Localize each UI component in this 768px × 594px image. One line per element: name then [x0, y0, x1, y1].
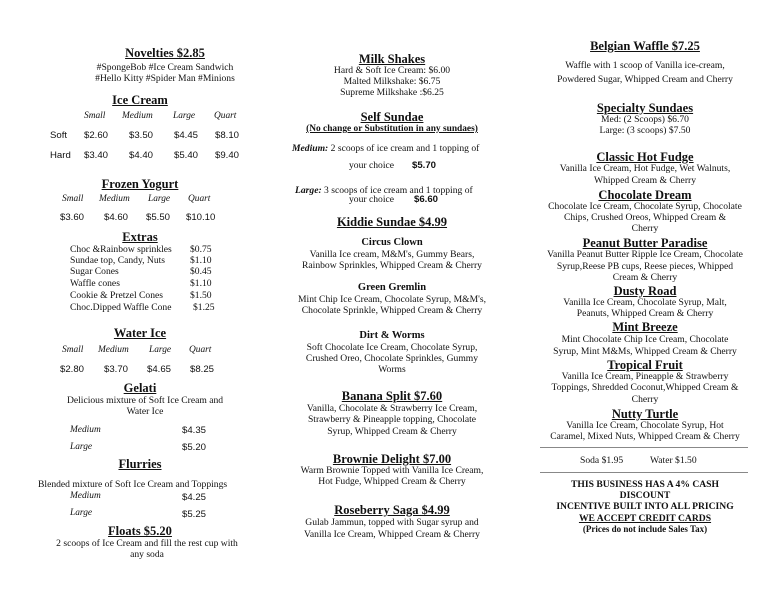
size-label: Large: [148, 194, 171, 204]
brownie-desc: Warm Brownie Topped with Vanilla Ice Cream,: [300, 465, 484, 476]
kiddie-item-desc: Crushed Oreo, Chocolate Sprinkles, Gummy: [305, 353, 479, 364]
gelati-desc: Delicious mixture of Soft Ice Cream and: [66, 395, 224, 406]
specialty-item-desc: Vanilla Ice Cream, Hot Fudge, Wet Walnuts,: [559, 163, 731, 174]
specialty-item-name: Peanut Butter Paradise: [582, 236, 708, 250]
specialty-item-desc: Chips, Crushed Oreos, Whipped Cream &: [563, 212, 727, 223]
price: $4.35: [182, 425, 207, 436]
flurries-title: Flurries: [118, 457, 162, 471]
row-label: Soft: [50, 130, 68, 141]
price: $5.20: [182, 442, 207, 453]
medium-text: 2 scoops of ice cream and 1 topping of: [330, 143, 480, 154]
size-label: Large: [173, 111, 196, 121]
medium-text-2: your choice: [349, 160, 395, 171]
size-label: Small: [62, 345, 84, 355]
gelati-title: Gelati: [123, 381, 157, 395]
size-label: Medium: [70, 491, 101, 501]
roseberry-title: Roseberry Saga $4.99: [334, 503, 450, 517]
size-label: Medium: [98, 345, 129, 355]
price: $4.45: [174, 130, 199, 141]
specialty-item-desc: Whipped Cream & Cherry: [593, 175, 697, 186]
specialty-item-name: Nutty Turtle: [611, 407, 679, 421]
kiddie-item-desc: Vanilla Ice cream, M&M's, Gummy Bears,: [309, 249, 475, 260]
kiddie-item-desc: Chocolate Sprinkle, Whipped Cream & Cherry: [301, 305, 483, 316]
kiddie-item-name: Dirt & Worms: [359, 330, 425, 341]
kiddie-item-desc: Rainbow Sprinkles, Whipped Cream & Cherry: [302, 260, 482, 271]
size-label: Large: [149, 345, 172, 355]
specialty-item-desc: Syrup,Reese PB cups, Reese pieces, Whipped: [556, 261, 734, 272]
medium-price: $5.70: [412, 160, 437, 171]
large-price: $6.60: [414, 194, 439, 205]
roseberry-desc: Gulab Jammun, topped with Sugar syrup and: [305, 517, 479, 528]
price: $4.40: [129, 150, 154, 161]
kiddie-item-name: Circus Clown: [361, 237, 423, 248]
specialty-med: Med: (2 Scoops) $6.70: [601, 114, 689, 125]
specialty-large: Large: (3 scoops) $7.50: [599, 125, 691, 136]
novelties-title: Novelties $2.85: [125, 46, 205, 60]
floats-desc: 2 scoops of Ice Cream and fill the rest cup with: [56, 538, 238, 549]
extra-price: $1.10: [190, 278, 212, 289]
specialty-title: Specialty Sundaes: [596, 101, 694, 115]
extra-name: Cookie & Pretzel Cones: [70, 290, 163, 301]
extra-name: Choc &Rainbow sprinkles: [70, 244, 172, 255]
specialty-item-desc: Cherry: [631, 394, 659, 405]
self-sundae-title: Self Sundae: [360, 110, 424, 124]
self-sundae-medium: [292, 143, 479, 154]
price: $4.25: [182, 492, 207, 503]
belgian-title: Belgian Waffle $7.25: [590, 39, 700, 53]
size-label: Quart: [188, 194, 211, 204]
kiddie-item-name: Green Gremlin: [357, 282, 427, 293]
ice-cream-title: Ice Cream: [112, 93, 168, 107]
price: $5.40: [174, 150, 199, 161]
price: $9.40: [215, 150, 240, 161]
floats-desc: any soda: [130, 549, 164, 560]
banana-split-desc: Syrup, Whipped Cream & Cherry: [327, 426, 457, 437]
price: $8.10: [215, 130, 240, 141]
specialty-item-name: Chocolate Dream: [598, 188, 692, 202]
roseberry-desc: Vanilla Ice Cream, Whipped Cream & Cherry: [304, 529, 480, 540]
extra-price: $0.75: [190, 244, 212, 255]
extra-price: $1.25: [193, 302, 215, 313]
notice-line: (Prices do not include Sales Tax): [582, 524, 708, 534]
specialty-item-desc: Toppings, Shredded Coconut,Whipped Cream &: [551, 382, 739, 393]
price: $4.65: [147, 364, 172, 375]
brownie-title: Brownie Delight $7.00: [332, 452, 452, 466]
specialty-item-desc: Cherry: [631, 223, 659, 234]
row-label: Hard: [50, 150, 71, 161]
water-price: Water $1.50: [650, 455, 697, 466]
specialty-item-desc: Chocolate Ice Cream, Chocolate Syrup, Chocolate: [548, 201, 742, 212]
novelties-line-2: #Hello Kitty #Spider Man #Minions: [95, 73, 235, 84]
extra-name: Waffle cones: [70, 278, 120, 289]
size-label: Medium: [70, 425, 101, 435]
extra-price: $1.50: [190, 290, 212, 301]
milk-shake-line: Hard & Soft Ice Cream: $6.00: [333, 65, 451, 76]
kiddie-item-desc: Mint Chip Ice Cream, Chocolate Syrup, M&M's,: [298, 294, 486, 305]
soda-price: Soda $1.95: [580, 455, 624, 466]
extra-name: Sundae top, Candy, Nuts: [70, 255, 166, 266]
self-sundae-note: (No change or Substitution in any sundaes): [306, 124, 478, 134]
extra-name: Sugar Cones: [70, 266, 119, 277]
kiddie-item-desc: Worms: [378, 364, 406, 375]
large-text: 3 scoops of ice cream and 1 topping of: [324, 185, 473, 196]
price: $5.50: [146, 212, 171, 223]
extra-price: $0.45: [190, 266, 212, 277]
belgian-desc: Powdered Sugar, Whipped Cream and Cherry: [557, 74, 733, 85]
extras-title: Extras: [122, 230, 158, 244]
kiddie-item-desc: Soft Chocolate Ice Cream, Chocolate Syrup,: [306, 342, 478, 353]
price: $8.25: [190, 364, 215, 375]
medium-label: Medium:: [292, 143, 329, 154]
size-label: Quart: [214, 111, 237, 121]
notice-line: INCENTIVE BUILT INTO ALL PRICING: [556, 501, 734, 512]
banana-split-desc: Vanilla, Chocolate & Strawberry Ice Cream,: [306, 403, 478, 414]
novelties-line-1: #SpongeBob #Ice Cream Sandwich: [96, 62, 234, 73]
frozen-yogurt-title: Frozen Yogurt: [101, 177, 179, 191]
notice-line: THIS BUSINESS HAS A 4% CASH: [571, 479, 719, 490]
specialty-item-name: Tropical Fruit: [607, 358, 683, 372]
brownie-desc: Hot Fudge, Whipped Cream & Cherry: [318, 476, 466, 487]
milk-shake-line: Malted Milkshake: $6.75: [343, 76, 441, 87]
large-text-2: your choice: [349, 194, 395, 205]
size-label: Small: [84, 111, 106, 121]
specialty-item-name: Mint Breeze: [612, 320, 678, 334]
water-ice-title: Water Ice: [113, 326, 167, 340]
notice-line: WE ACCEPT CREDIT CARDS: [578, 513, 712, 524]
price: $3.70: [104, 364, 129, 375]
belgian-desc: Waffle with 1 scoop of Vanilla ice-cream,: [565, 60, 725, 71]
size-label: Small: [62, 194, 84, 204]
price: $3.50: [129, 130, 154, 141]
price: $10.10: [186, 212, 216, 223]
specialty-item-desc: Vanilla Peanut Butter Ripple Ice Cream, Chocolate: [547, 249, 743, 260]
specialty-item-desc: Vanilla Ice Cream, Chocolate Syrup, Hot: [566, 420, 724, 431]
floats-title: Floats $5.20: [108, 524, 172, 538]
size-label: Medium: [122, 111, 153, 121]
specialty-item-desc: Mint Chocolate Chip Ice Cream, Chocolate: [561, 334, 729, 345]
price: $2.80: [60, 364, 85, 375]
milk-shake-line: Supreme Milkshake :$6.25: [340, 87, 444, 98]
price: $5.25: [182, 509, 207, 520]
notice-line: DISCOUNT: [619, 490, 671, 501]
specialty-item-name: Classic Hot Fudge: [596, 150, 694, 164]
milk-shakes-title: Milk Shakes: [358, 52, 426, 66]
size-label: Medium: [99, 194, 130, 204]
specialty-item-name: Dusty Road: [613, 284, 677, 298]
size-label: Large: [70, 508, 93, 518]
price: $3.60: [60, 212, 85, 223]
flurries-desc: Blended mixture of Soft Ice Cream and Toppings: [38, 479, 228, 490]
size-label: Quart: [189, 345, 212, 355]
kiddie-title: Kiddie Sundae $4.99: [336, 215, 448, 229]
banana-split-desc: Strawberry & Pineapple topping, Chocolate: [307, 414, 477, 425]
price: $2.60: [84, 130, 109, 141]
specialty-item-desc: Caramel, Mixed Nuts, Whipped Cream & Cherry: [550, 431, 740, 442]
gelati-desc: Water Ice: [126, 406, 164, 417]
specialty-item-desc: Syrup, Mint M&Ms, Whipped Cream & Cherry: [553, 346, 737, 357]
specialty-item-desc: Vanilla Ice Cream, Pineapple & Strawberry: [561, 371, 729, 382]
divider: [540, 472, 748, 473]
specialty-item-desc: Cream & Cherry: [612, 272, 678, 283]
extra-name: Choc.Dipped Waffle Cone: [70, 302, 172, 313]
specialty-item-desc: Peanuts, Whipped Cream & Cherry: [576, 308, 714, 319]
size-label: Large: [70, 442, 93, 452]
specialty-item-desc: Vanilla Ice Cream, Chocolate Syrup, Malt,: [563, 297, 727, 308]
banana-split-title: Banana Split $7.60: [341, 389, 443, 403]
price: $3.40: [84, 150, 109, 161]
divider: [540, 447, 748, 448]
large-label: Large:: [295, 185, 322, 196]
extra-price: $1.10: [190, 255, 212, 266]
price: $4.60: [104, 212, 129, 223]
